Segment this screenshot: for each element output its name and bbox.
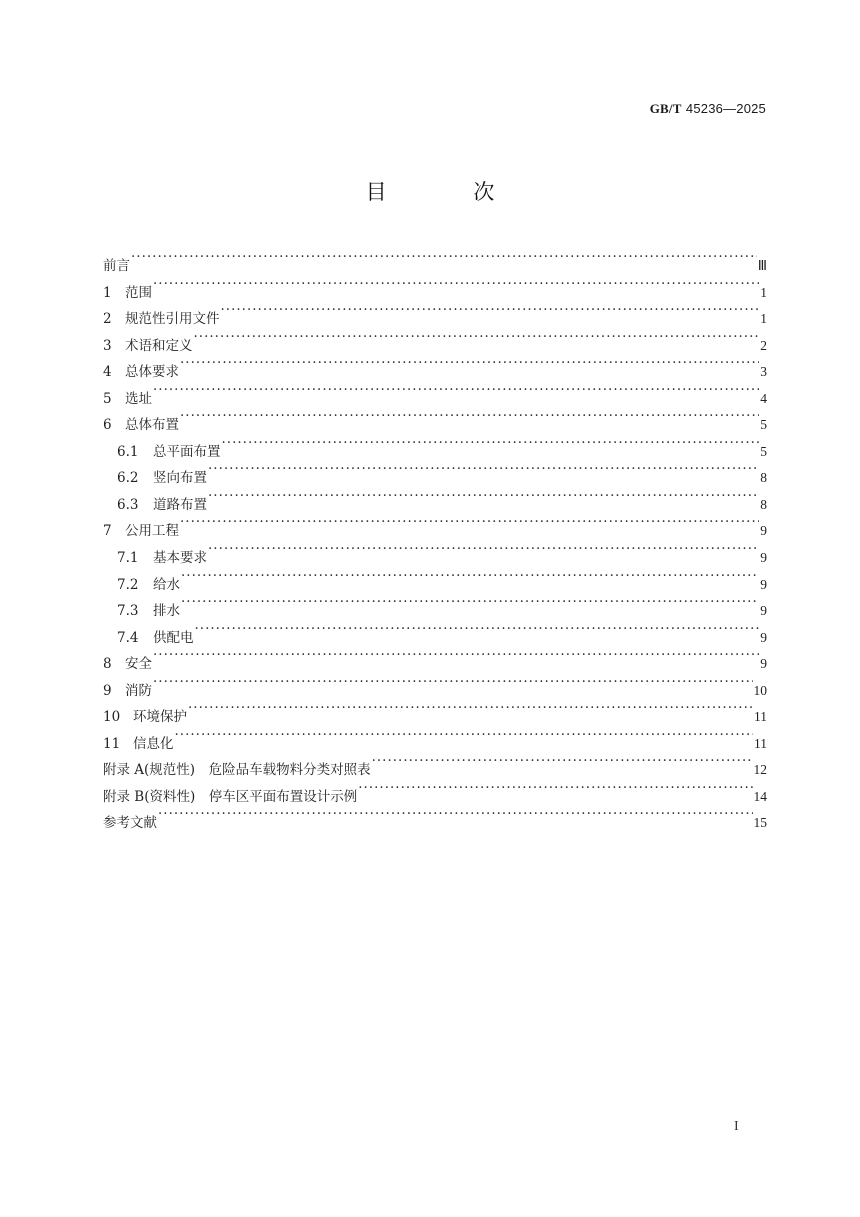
toc-dot-leader [181,589,759,615]
toc-entry-number: 4 [103,364,112,381]
toc-entry-label: 附录 A(规范性) 危险品车载物料分类对照表 [103,762,371,779]
toc-entry[interactable] [103,403,767,434]
standard-number: 45236—2025 [685,101,766,116]
toc-entry-page: 4 [760,390,767,406]
toc-entry-label: 信息化 [133,735,174,752]
toc-entry-label: 竖向布置 [153,470,207,487]
toc-entry-page: 5 [760,443,767,459]
toc-entry-page: 8 [760,496,767,512]
toc-dot-leader [222,430,760,456]
toc-entry-number: 7.4 [117,629,139,646]
toc-entry[interactable] [103,324,767,354]
toc-entry-page: Ⅲ [757,258,767,273]
toc-dot-leader [195,616,760,642]
toc-entry[interactable] [103,563,767,593]
toc-entry-page: 9 [760,603,767,619]
toc-entry-page: 9 [760,629,767,645]
toc-entry[interactable] [103,616,767,646]
toc-entry[interactable] [103,722,767,752]
page-title: 目 次 [365,180,535,204]
standard-prefix: GB/T [649,101,682,116]
toc-dot-leader [208,536,759,562]
toc-entry-number: 1 [103,284,112,301]
toc-entry-number: 6.3 [117,496,139,513]
toc-entry-label: 消防 [125,682,152,699]
toc-entry-label: 总体布置 [125,417,179,434]
toc-entry-number: 6.1 [117,443,139,460]
toc-dot-leader [221,297,760,323]
toc-dot-leader [372,748,753,774]
page-number: I [734,1119,739,1134]
toc-entry-label: 规范性引用文件 [125,311,220,328]
toc-entry-number: 7.1 [117,550,139,567]
toc-entry-page: 8 [760,470,767,486]
toc-entry-label: 公用工程 [125,523,179,540]
table-of-contents [103,244,767,832]
toc-dot-leader [153,271,759,297]
toc-entry-number: 10 [103,709,121,726]
toc-entry-number: 5 [103,390,112,407]
toc-entry-page: 9 [760,550,767,566]
toc-entry-label: 基本要求 [153,550,207,567]
toc-entry-label: 环境保护 [133,709,187,726]
toc-entry-label: 排水 [153,603,180,620]
toc-entry-label: 总体要求 [125,364,179,381]
toc-entry[interactable] [103,589,767,620]
toc-dot-leader [153,669,753,695]
toc-entry[interactable] [103,748,767,779]
toc-entry-number: 2 [103,311,112,328]
toc-entry[interactable] [103,536,767,567]
toc-entry-page: 11 [754,709,767,725]
toc-dot-leader [194,324,760,350]
toc-entry[interactable] [103,430,767,460]
toc-entry-page: 15 [753,815,767,831]
toc-entry-number: 9 [103,682,112,699]
toc-dot-leader [180,509,759,535]
toc-entry[interactable] [103,377,767,407]
toc-entry-label: 总平面布置 [153,443,221,460]
toc-entry-number: 6.2 [117,470,139,487]
toc-entry-label: 道路布置 [153,496,207,513]
toc-dot-leader [175,722,754,748]
toc-entry-label: 选址 [125,390,152,407]
toc-entry-label: 附录 B(资料性) 停车区平面布置设计示例 [103,788,358,805]
toc-dot-leader [358,775,752,801]
toc-entry-number: 3 [103,337,112,354]
toc-entry-number: 7.3 [117,603,139,620]
toc-entry-page: 3 [760,364,767,380]
toc-dot-leader [208,483,759,509]
toc-entry-page: 1 [760,284,767,300]
toc-entry-page: 9 [760,656,767,672]
toc-entry-number: 7 [103,523,112,540]
toc-entry-page: 9 [760,576,767,592]
toc-dot-leader [181,563,759,589]
toc-entry-number: 8 [103,656,112,673]
toc-entry-page: 10 [753,682,767,698]
toc-dot-leader [208,456,759,482]
toc-entry-label: 参考文献 [103,815,157,832]
toc-entry-label: 安全 [125,656,152,673]
toc-entry-page: 1 [760,311,767,327]
toc-entry-label: 术语和定义 [125,337,193,354]
toc-entry[interactable] [103,297,767,328]
standard-code [650,101,766,117]
toc-entry-label: 前言 [103,258,130,274]
toc-dot-leader [158,801,753,827]
toc-entry-page: 11 [754,735,767,751]
toc-entry-page: 14 [753,788,767,804]
toc-entry-number: 6 [103,417,112,434]
toc-entry-page: 5 [760,417,767,433]
toc-entry-page: 2 [760,337,767,353]
toc-dot-leader [188,695,753,721]
toc-entry[interactable] [103,642,767,673]
toc-entry[interactable] [103,271,767,301]
toc-entry-label: 给水 [153,576,180,593]
toc-entry[interactable] [103,695,767,726]
toc-entry-page: 9 [760,523,767,539]
toc-entry-number: 7.2 [117,576,139,593]
toc-dot-leader [153,642,759,668]
toc-dot-leader [180,403,759,429]
toc-entry[interactable] [103,509,767,540]
toc-entry-number: 11 [103,735,121,752]
toc-entry-page: 12 [753,762,767,778]
toc-entry-label: 供配电 [153,629,194,646]
toc-entry[interactable] [103,801,767,832]
toc-entry[interactable] [103,244,767,274]
toc-dot-leader [153,377,759,403]
toc-entry-label: 范围 [125,284,152,301]
toc-entry[interactable] [103,350,767,381]
toc-entry[interactable] [103,669,767,699]
toc-dot-leader [180,350,759,376]
toc-dot-leader [131,244,757,270]
